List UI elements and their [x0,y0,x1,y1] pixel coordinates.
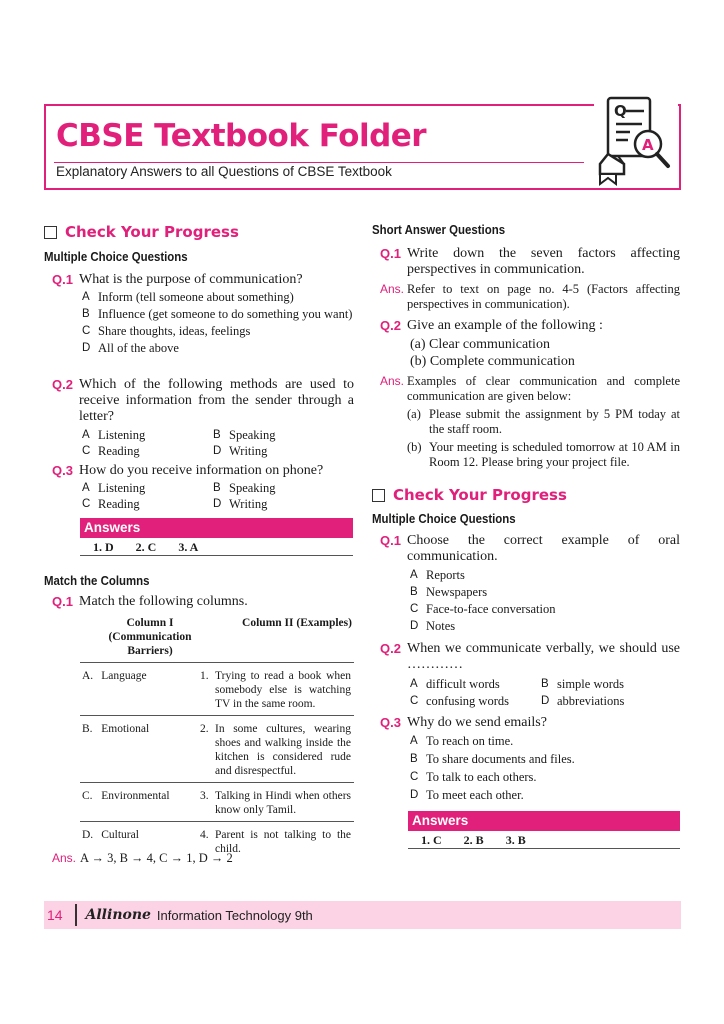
section-title: Check Your Progress [65,223,239,241]
question-block-q2 [52,377,354,459]
answer-text: Examples of clear communication and complete communication are given below: [407,374,680,403]
svg-text:A: A [642,136,654,154]
column-header-2: Column II (Examples) [200,616,354,663]
question-text [380,533,680,565]
option-row: C Reading D Writing [82,444,268,458]
match-question [52,594,354,610]
question-body: Choose the correct example of oral communication. [407,533,680,564]
answer [380,374,680,404]
question-text [380,318,680,334]
answer-item: 2. C [135,540,157,554]
option: C To talk to each others. [410,770,537,784]
question-block-mq1 [380,533,680,634]
answers-label: Answers [80,518,353,538]
answers-label: Answers [408,811,680,831]
page-footer [44,901,681,929]
answer-text: A → 3, B → 4, C → 1, D → 2 [80,851,233,865]
option: C Face-to-face conversation [410,602,556,616]
answer-item: 1. C [421,833,442,847]
question-block-q1 [52,272,354,356]
question-number: Q.3 [380,715,401,730]
option: D Notes [410,619,456,633]
brand-logo: Allinone [85,907,151,923]
answers-row [80,538,353,556]
page-subtitle: Explanatory Answers to all Questions of CBSE Textbook [56,164,392,179]
question-number: Q.2 [380,641,401,656]
match-table [80,616,354,860]
footer-divider [75,904,77,926]
question-number: Q.2 [380,318,401,333]
checkbox-square-icon [372,489,385,502]
subheading-short-answer: Short Answer Questions [372,222,506,237]
option: D To meet each other. [410,788,524,802]
question-body: Why do we send emails? [407,715,547,730]
table-row: C. Environmental 3. Talking in Hindi when others know only Tamil. [80,783,354,822]
question-text [380,641,680,673]
section-heading-check-progress-2 [372,486,567,504]
answer-label: Ans. [52,851,77,865]
option-row: C Reading D Writing [82,497,268,511]
question-text [52,272,354,288]
question-block-q3 [52,463,354,512]
question-body: Write down the seven factors affecting perspectives in communication. [407,246,680,277]
question-number: Q.2 [52,377,73,392]
section-heading-check-progress-1 [44,223,239,241]
option-row: C confusing words D abbreviations [410,694,625,708]
page-number: 14 [47,907,63,923]
question-text [52,463,354,479]
question-body: How do you receive information on phone? [79,463,324,478]
svg-text:Q: Q [614,102,627,120]
option: B To share documents and files. [410,752,575,766]
column-header-1: Column I (Communication Barriers) [80,616,200,663]
question-number: Q.1 [52,594,73,609]
section-title: Check Your Progress [393,486,567,504]
option-row: A Listening B Speaking [82,428,276,442]
question-number: Q.3 [52,463,73,478]
option: A Reports [410,568,465,582]
answer-part: (b) Your meeting is scheduled tomorrow at 10 AM in Room 12. Please bring your project file. [407,440,680,469]
answer-text: Refer to text on page no. 4-5 (Factors affecting perspectives in communication). [407,282,680,311]
subheading-match-columns: Match the Columns [44,573,150,588]
question-text [52,377,354,425]
question-block-mq3 [380,715,680,803]
match-answer [52,851,354,866]
option-row: A difficult words B simple words [410,677,625,691]
short-question-q2 [380,318,680,470]
question-body: Give an example of the following : [407,318,603,333]
option-row: A Listening B Speaking [82,481,276,495]
q-and-a-document-icon [594,92,678,188]
answer-part: (a) Please submit the assignment by 5 PM today at the staff room. [407,407,680,436]
question-part: (b) Complete communication [410,354,575,369]
option: B Newspapers [410,585,488,599]
question-number: Q.1 [52,272,73,287]
checkbox-square-icon [44,226,57,239]
answers-row [408,831,680,849]
table-row: A. Language 1. Trying to read a book when somebody else is watching TV in the same room. [80,663,354,716]
option: A Inform (tell someone about something) [82,290,294,304]
page-title: CBSE Textbook Folder [56,118,427,154]
answer-label: Ans. [380,282,405,296]
option: C Share thoughts, ideas, feelings [82,324,251,338]
option: A To reach on time. [410,734,514,748]
option: D All of the above [82,341,179,355]
header-banner [44,104,681,190]
book-title: Information Technology 9th [156,907,313,923]
question-body: When we communicate verbally, we should use ………… [407,641,680,672]
answer-label: Ans. [380,374,405,388]
option: B Influence (get someone to do something you want) [82,307,353,321]
answers-box-1 [80,518,353,556]
question-text [380,246,680,278]
question-number: Q.1 [380,533,401,548]
answer-item: 3. A [178,540,199,554]
answer-item: 2. B [463,833,484,847]
short-question-q1 [380,246,680,312]
table-row: D. Cultural 4. Parent is not talking to the child. [82,829,351,855]
table-row: B. Emotional 2. In some cultures, wearing shoes and walking inside the kitchen is considered rude and disrespectful. [80,716,354,783]
subheading-mcq: Multiple Choice Questions [44,249,188,264]
answers-box-2 [408,811,680,849]
question-number: Q.1 [380,246,401,261]
question-block-mq2 [380,641,680,709]
title-divider [54,162,584,163]
question-body: Which of the following methods are used to receive information from the sender through a letter? [79,377,354,424]
question-part: (a) Clear communication [410,337,550,352]
question-text [380,715,680,731]
answer [380,282,680,312]
question-body: What is the purpose of communication? [79,272,303,287]
subheading-mcq-2: Multiple Choice Questions [372,511,516,526]
answer-item: 1. D [93,540,114,554]
answer-item: 3. B [505,833,526,847]
question-body: Match the following columns. [79,594,248,609]
